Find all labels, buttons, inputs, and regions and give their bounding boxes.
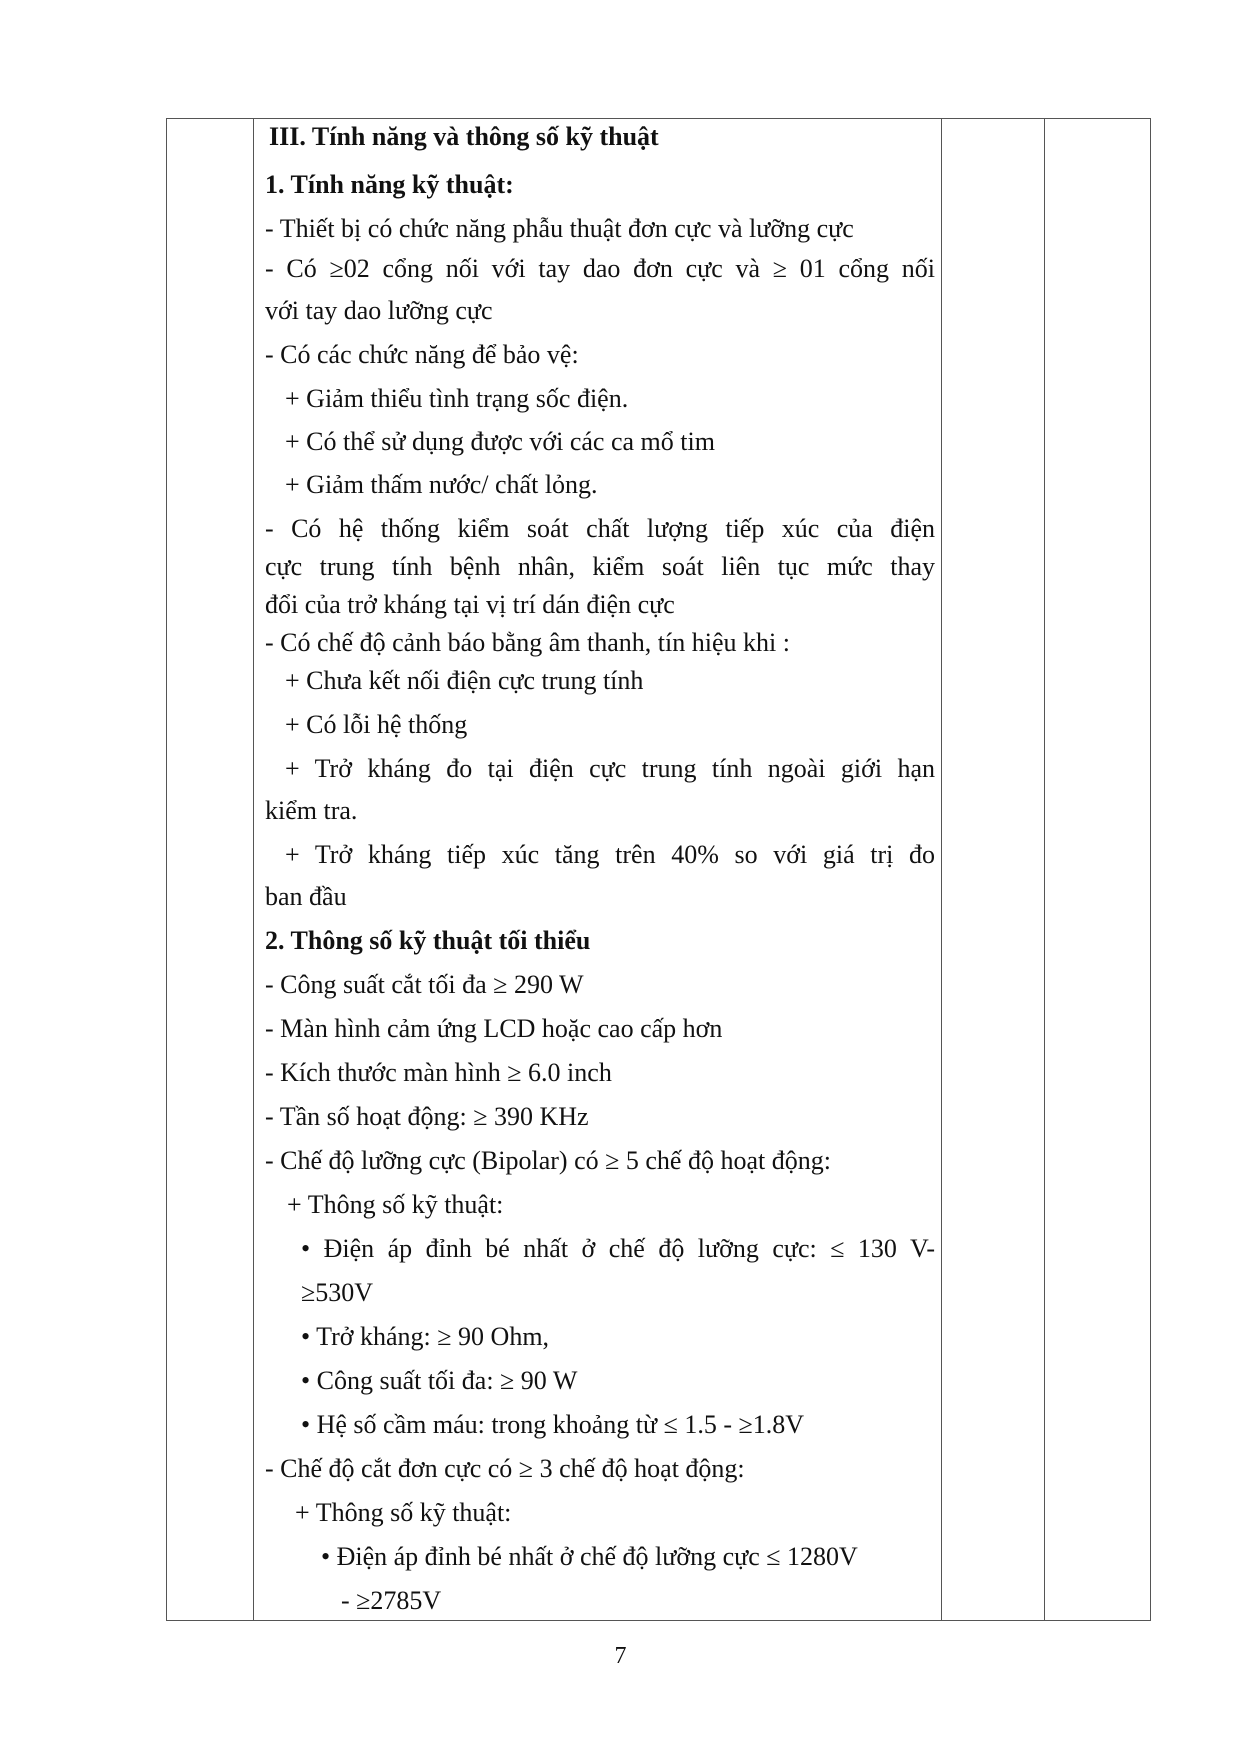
feature-line: + Giảm thấm nước/ chất lỏng. xyxy=(285,470,598,499)
spec-line: • Trở kháng: ≥ 90 Ohm, xyxy=(301,1322,550,1351)
feature-line: đổi của trở kháng tại vị trí dán điện cực xyxy=(265,590,675,619)
spec-line: • Công suất tối đa: ≥ 90 W xyxy=(301,1366,578,1395)
spec-line: - Chế độ cắt đơn cực có ≥ 3 chế độ hoạt động: xyxy=(265,1454,745,1483)
spec-line: + Thông số kỹ thuật: xyxy=(287,1190,504,1219)
table-column-divider xyxy=(253,119,254,1620)
feature-line: + Có lỗi hệ thống xyxy=(285,710,468,739)
feature-line: - Có ≥02 cổng nối với tay dao đơn cực và ≥ 01 cổng nối xyxy=(265,254,935,283)
feature-line: + Giảm thiểu tình trạng sốc điện. xyxy=(285,384,629,413)
spec-line: - Tần số hoạt động: ≥ 390 KHz xyxy=(265,1102,589,1131)
feature-line: cực trung tính bệnh nhân, kiểm soát liên tục mức thay xyxy=(265,552,935,581)
feature-line: - Có hệ thống kiểm soát chất lượng tiếp xúc của điện xyxy=(265,514,935,543)
feature-line: với tay dao lưỡng cực xyxy=(265,296,493,325)
spec-line: - Chế độ lưỡng cực (Bipolar) có ≥ 5 chế độ hoạt động: xyxy=(265,1146,831,1175)
spec-line: - Màn hình cảm ứng LCD hoặc cao cấp hơn xyxy=(265,1014,723,1043)
feature-line: + Trở kháng tiếp xúc tăng trên 40% so với giá trị đo xyxy=(285,840,935,869)
feature-line: ban đầu xyxy=(265,882,347,911)
feature-line: + Trở kháng đo tại điện cực trung tính ngoài giới hạn xyxy=(285,754,935,783)
subsection-title: 2. Thông số kỹ thuật tối thiểu xyxy=(265,926,591,955)
page-number: 7 xyxy=(614,1643,627,1669)
spec-line: • Hệ số cầm máu: trong khoảng từ ≤ 1.5 - ≥1.8V xyxy=(301,1410,805,1439)
feature-line: - Thiết bị có chức năng phẫu thuật đơn cực và lưỡng cực xyxy=(265,214,854,243)
spec-line: + Thông số kỹ thuật: xyxy=(295,1498,512,1527)
spec-line: - Công suất cắt tối đa ≥ 290 W xyxy=(265,970,584,999)
feature-line: kiểm tra. xyxy=(265,796,358,825)
feature-line: + Chưa kết nối điện cực trung tính xyxy=(285,666,644,695)
feature-line: - Có các chức năng để bảo vệ: xyxy=(265,340,579,369)
feature-line: - Có chế độ cảnh báo bằng âm thanh, tín hiệu khi : xyxy=(265,628,790,657)
table-column-divider xyxy=(1044,119,1045,1620)
spec-line: • Điện áp đỉnh bé nhất ở chế độ lưỡng cực ≤ 1280V xyxy=(321,1542,858,1571)
feature-line: + Có thể sử dụng được với các ca mổ tim xyxy=(285,427,715,456)
spec-line: ≥530V xyxy=(301,1278,374,1307)
section-title: III. Tính năng và thông số kỹ thuật xyxy=(269,122,659,151)
spec-line: - ≥2785V xyxy=(341,1586,442,1615)
subsection-title: 1. Tính năng kỹ thuật: xyxy=(265,170,514,199)
spec-line: • Điện áp đỉnh bé nhất ở chế độ lưỡng cực: ≤ 130 V- xyxy=(301,1234,935,1263)
spec-line: - Kích thước màn hình ≥ 6.0 inch xyxy=(265,1058,612,1087)
